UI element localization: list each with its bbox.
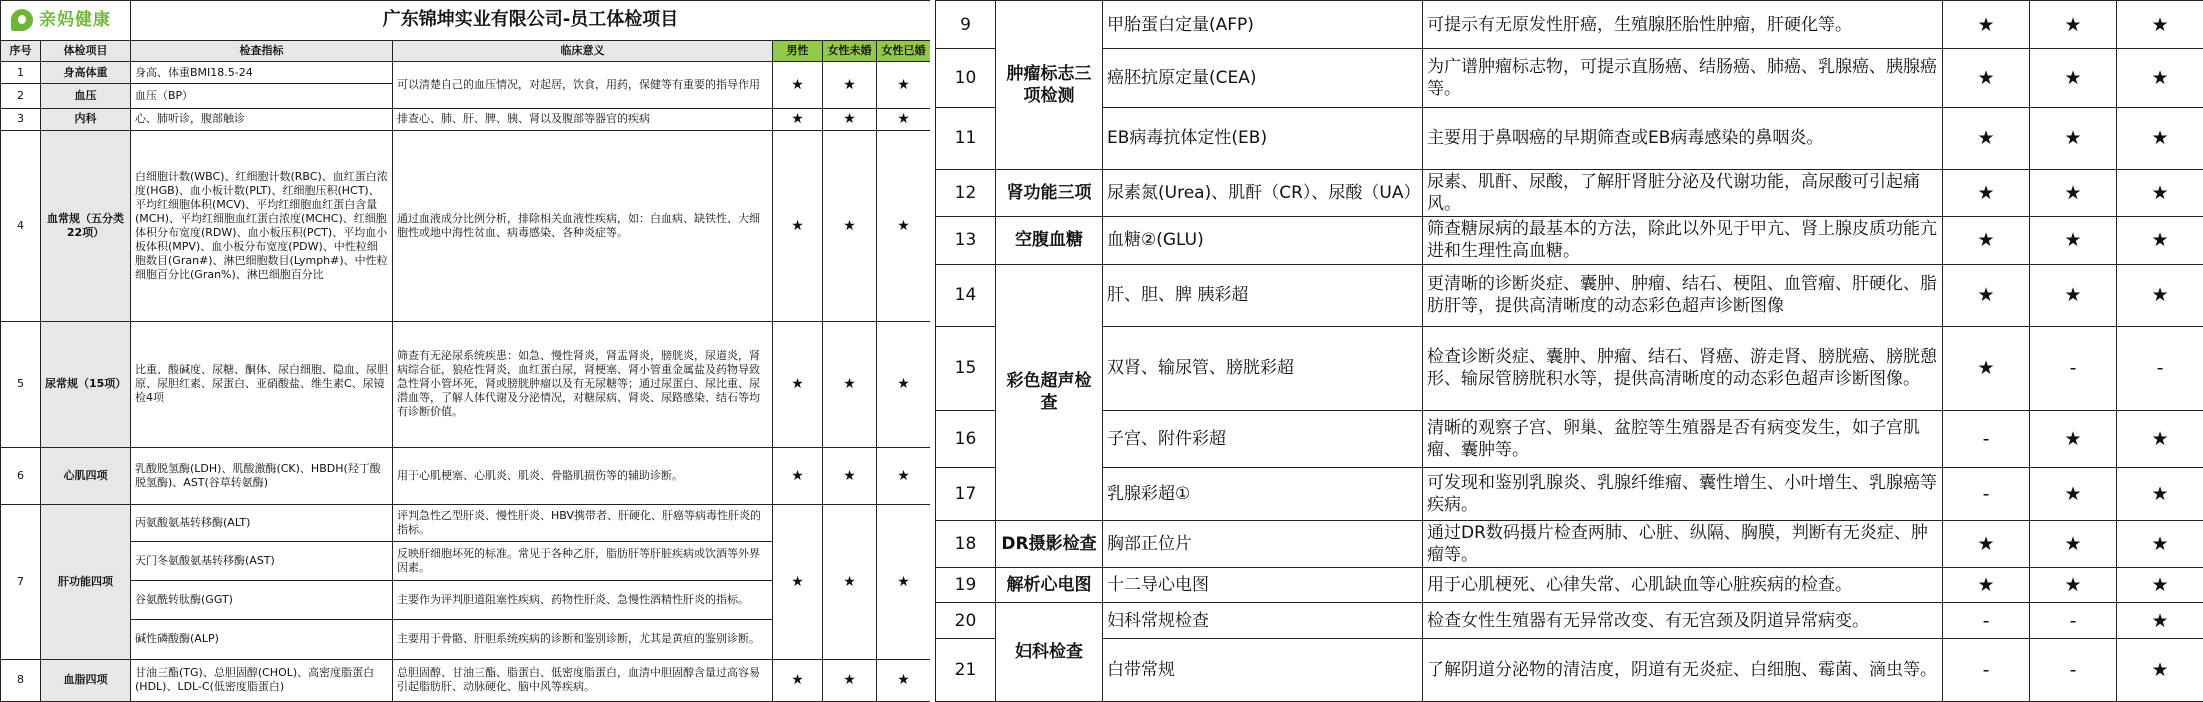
table-row — [936, 520, 2203, 567]
row-index: 谷氨酰转肽酶(GGT) — [131, 580, 393, 619]
row-male-star: ★ — [1943, 49, 2030, 108]
row-female-married-star: ★ — [2117, 265, 2203, 327]
row-no: 21 — [936, 639, 996, 702]
row-male-star: ★ — [1943, 216, 2030, 264]
row-female-unmarried-star: ★ — [2030, 169, 2117, 216]
row-group: 肿瘤标志三项检测 — [996, 1, 1103, 170]
row-index: 甲胎蛋白定量(AFP) — [1103, 1, 1423, 49]
header-female-unmarried: 女性未婚 — [823, 40, 877, 61]
row-index: 丙氨酸氨基转移酶(ALT) — [131, 505, 393, 542]
row-female-married-star: ★ — [2117, 410, 2203, 468]
row-male-star: ★ — [773, 505, 823, 659]
header-item: 体检项目 — [41, 40, 131, 61]
row-no: 3 — [1, 108, 41, 130]
row-group: 彩色超声检查 — [996, 265, 1103, 521]
row-male-star: ★ — [773, 130, 823, 321]
header-no: 序号 — [1, 40, 41, 61]
table-row — [936, 1, 2203, 49]
row-meaning: 筛查有无泌尿系统疾患：如急、慢性肾炎，肾盂肾炎，膀胱炎，尿道炎，肾病综合征，狼疮性肾炎，血红蛋白尿，肾梗塞、肾小管重金属盐及药物导致急性肾小管坏死，肾或膀胱肿瘤以及有无尿糖等；通过尿蛋白、尿比重、尿潜血等，了解人体代谢及分泌情况，对糖尿病、肾炎、尿路感染、结石等均有诊断价值。 — [393, 322, 773, 448]
table-row — [1, 505, 931, 542]
header-male: 男性 — [773, 40, 823, 61]
row-index: 癌胚抗原定量(CEA) — [1103, 49, 1423, 108]
row-meaning: 主要作为评判胆道阻塞性疾病、药物性肝炎、急慢性酒精性肝炎的指标。 — [393, 580, 773, 619]
row-no: 12 — [936, 169, 996, 216]
header-meaning: 临床意义 — [393, 40, 773, 61]
table-row — [936, 107, 2203, 169]
row-no: 4 — [1, 130, 41, 321]
right-panel-table — [935, 0, 2203, 702]
row-group: 妇科检查 — [996, 603, 1103, 702]
row-meaning: 了解阴道分泌物的清洁度，阴道有无炎症、白细胞、霉菌、滴虫等。 — [1423, 639, 1943, 702]
row-male-star: - — [1943, 639, 2030, 702]
row-female-unmarried-star: ★ — [823, 659, 877, 701]
row-female-married-star: ★ — [2117, 107, 2203, 169]
row-female-married-star: ★ — [2117, 169, 2203, 216]
row-female-unmarried-star: ★ — [2030, 520, 2117, 567]
row-male-star: ★ — [1943, 169, 2030, 216]
row-female-married-star: ★ — [877, 659, 931, 701]
row-male-star: ★ — [1943, 265, 2030, 327]
row-index: 胸部正位片 — [1103, 520, 1423, 567]
row-male-star: ★ — [773, 108, 823, 130]
row-meaning: 通过DR数码摄片检查两肺、心脏、纵隔、胸膜，判断有无炎症、肿瘤等。 — [1423, 520, 1943, 567]
table-row — [936, 326, 2203, 410]
row-no: 1 — [1, 62, 41, 84]
row-female-married-star: - — [2117, 326, 2203, 410]
row-meaning: 总胆固醇、甘油三酯、脂蛋白、低密度脂蛋白，血清中胆固醇含量过高容易引起脂肪肝、动脉硬化、脑中风等疾病。 — [393, 659, 773, 701]
row-meaning: 检查诊断炎症、囊肿、肿瘤、结石、肾癌、游走肾、膀胱癌、膀胱憩形、输尿管膀胱积水等，提供高清晰度的动态彩色超声诊断图像。 — [1423, 326, 1943, 410]
row-meaning: 评判急性乙型肝炎、慢性肝炎、HBV携带者、肝硬化、肝癌等病毒性肝炎的指标。 — [393, 505, 773, 542]
row-meaning: 尿素、肌酐、尿酸，了解肝肾脏分泌及代谢功能，高尿酸可引起痛风。 — [1423, 169, 1943, 216]
row-no: 18 — [936, 520, 996, 567]
row-index: 比重、酸碱度、尿糖、酮体、尿白细胞、隐血、尿胆原、尿胆红素、尿蛋白、亚硝酸盐、维生素C、尿镜检4项 — [131, 322, 393, 448]
row-index: 双肾、输尿管、膀胱彩超 — [1103, 326, 1423, 410]
row-male-star: ★ — [1943, 326, 2030, 410]
row-female-married-star: ★ — [2117, 520, 2203, 567]
row-female-unmarried-star: ★ — [823, 322, 877, 448]
table-row — [936, 468, 2203, 520]
row-female-unmarried-star: ★ — [823, 130, 877, 321]
row-no: 9 — [936, 1, 996, 49]
row-group: 解析心电图 — [996, 567, 1103, 603]
row-item: 血脂四项 — [41, 659, 131, 701]
row-meaning: 反映肝细胞坏死的标准。常见于各种乙肝，脂肪肝等肝脏疾病或饮酒等外界因素。 — [393, 541, 773, 580]
row-male-star: ★ — [1943, 107, 2030, 169]
row-index: 血糖②(GLU) — [1103, 216, 1423, 264]
row-no: 5 — [1, 322, 41, 448]
row-item: 血常规（五分类22项） — [41, 130, 131, 321]
row-no: 11 — [936, 107, 996, 169]
row-meaning: 清晰的观察子宫、卵巢、盆腔等生殖器是否有病变发生，如子宫肌瘤、囊肿等。 — [1423, 410, 1943, 468]
table-row — [1, 322, 931, 448]
row-index: 十二导心电图 — [1103, 567, 1423, 603]
left-panel-table — [0, 0, 931, 702]
row-female-unmarried-star: ★ — [823, 505, 877, 659]
row-item: 心肌四项 — [41, 447, 131, 505]
leaf-drop-logo-icon — [11, 9, 33, 31]
row-index: 天门冬氨酸氨基转移酶(AST) — [131, 541, 393, 580]
row-male-star: - — [1943, 468, 2030, 520]
row-no: 20 — [936, 603, 996, 639]
row-index: 乳酸脱氢酶(LDH)、肌酸激酶(CK)、HBDH(羟丁酸脱氢酶)、AST(谷草转氨酶) — [131, 447, 393, 505]
table-row — [936, 603, 2203, 639]
page-title: 广东锦坤实业有限公司-员工体检项目 — [131, 1, 931, 41]
row-meaning: 用于心肌梗死、心律失常、心肌缺血等心脏疾病的检查。 — [1423, 567, 1943, 603]
row-meaning: 检查女性生殖器有无异常改变、有无宫颈及阴道异常病变。 — [1423, 603, 1943, 639]
row-male-star: - — [1943, 603, 2030, 639]
row-male-star: ★ — [1943, 520, 2030, 567]
row-index: 碱性磷酸酶(ALP) — [131, 619, 393, 659]
row-no: 19 — [936, 567, 996, 603]
row-no: 15 — [936, 326, 996, 410]
row-female-unmarried-star: - — [2030, 326, 2117, 410]
table-row — [936, 216, 2203, 264]
row-index: 乳腺彩超① — [1103, 468, 1423, 520]
row-no: 7 — [1, 505, 41, 659]
row-female-unmarried-star: - — [2030, 639, 2117, 702]
row-male-star: ★ — [773, 62, 823, 109]
row-male-star: ★ — [773, 447, 823, 505]
row-meaning: 可提示有无原发性肝癌，生殖腺胚胎性肿瘤，肝硬化等。 — [1423, 1, 1943, 49]
row-no: 16 — [936, 410, 996, 468]
row-female-married-star: ★ — [877, 62, 931, 109]
row-meaning: 用于心肌梗塞、心肌炎、肌炎、骨骼肌损伤等的辅助诊断。 — [393, 447, 773, 505]
row-no: 17 — [936, 468, 996, 520]
row-female-unmarried-star: ★ — [2030, 567, 2117, 603]
row-female-married-star: ★ — [877, 447, 931, 505]
row-female-unmarried-star: ★ — [823, 62, 877, 109]
row-meaning: 可以清楚自己的血压情况，对起居，饮食，用药，保健等有重要的指导作用 — [393, 62, 773, 109]
table-row — [1, 130, 931, 321]
row-female-unmarried-star: - — [2030, 603, 2117, 639]
row-item: 血压 — [41, 84, 131, 108]
row-item: 肝功能四项 — [41, 505, 131, 659]
row-index: 白细胞计数(WBC)、红细胞计数(RBC)、血红蛋白浓度(HGB)、血小板计数(PLT)、红细胞压积(HCT)、平均红细胞体积(MCV)、平均红细胞血红蛋白含量(MCH)、平均红细胞血红蛋白浓度(MCHC)、红细胞体积分布宽度(RDW)、血小板压积(PCT)、平均血小板体积(MPV)、血小板分布宽度(PDW)、中性粒细胞数目(Gran#)、淋巴细胞数目(Lymph#)、中性粒细胞百分比(Gran%)、淋巴细胞百分比 — [131, 130, 393, 321]
table-row — [1, 108, 931, 130]
row-index: 身高、体重BMI18.5-24 — [131, 62, 393, 84]
row-no: 2 — [1, 84, 41, 108]
table-row — [936, 265, 2203, 327]
row-item: 尿常规（15项） — [41, 322, 131, 448]
row-female-unmarried-star: ★ — [2030, 1, 2117, 49]
row-female-unmarried-star: ★ — [2030, 107, 2117, 169]
row-meaning: 排查心、肺、肝、脾、胰、肾以及腹部等器官的疾病 — [393, 108, 773, 130]
row-female-unmarried-star: ★ — [2030, 410, 2117, 468]
row-female-married-star: ★ — [2117, 567, 2203, 603]
row-female-unmarried-star: ★ — [2030, 265, 2117, 327]
table-row — [1, 447, 931, 505]
row-index: EB病毒抗体定性(EB) — [1103, 107, 1423, 169]
row-female-unmarried-star: ★ — [2030, 468, 2117, 520]
row-female-married-star: ★ — [2117, 468, 2203, 520]
table-row — [936, 49, 2203, 108]
row-index: 尿素氮(Urea)、肌酐（CR）、尿酸（UA） — [1103, 169, 1423, 216]
row-meaning: 主要用于骨骼、肝胆系统疾病的诊断和鉴别诊断，尤其是黄疸的鉴别诊断。 — [393, 619, 773, 659]
row-male-star: ★ — [1943, 1, 2030, 49]
row-male-star: - — [1943, 410, 2030, 468]
row-index: 血压（BP） — [131, 84, 393, 108]
row-female-married-star: ★ — [2117, 639, 2203, 702]
row-index: 妇科常规检查 — [1103, 603, 1423, 639]
row-female-married-star: ★ — [877, 130, 931, 321]
row-item: 身高体重 — [41, 62, 131, 84]
row-no: 13 — [936, 216, 996, 264]
row-female-married-star: ★ — [877, 505, 931, 659]
row-index: 心、肺听诊，腹部触诊 — [131, 108, 393, 130]
table-row — [936, 169, 2203, 216]
row-meaning: 为广谱肿瘤标志物，可提示直肠癌、结肠癌、肺癌、乳腺癌、胰腺癌等。 — [1423, 49, 1943, 108]
logo-cell — [1, 1, 131, 41]
row-index: 子宫、附件彩超 — [1103, 410, 1423, 468]
row-no: 14 — [936, 265, 996, 327]
row-meaning: 主要用于鼻咽癌的早期筛查或EB病毒感染的鼻咽炎。 — [1423, 107, 1943, 169]
row-group: DR摄影检查 — [996, 520, 1103, 567]
row-group: 空腹血糖 — [996, 216, 1103, 264]
row-male-star: ★ — [773, 322, 823, 448]
row-female-married-star: ★ — [2117, 603, 2203, 639]
row-no: 6 — [1, 447, 41, 505]
row-female-unmarried-star: ★ — [2030, 216, 2117, 264]
header-female-married: 女性已婚 — [877, 40, 931, 61]
row-meaning: 可发现和鉴别乳腺炎、乳腺纤维瘤、囊性增生、小叶增生、乳腺癌等疾病。 — [1423, 468, 1943, 520]
table-row — [936, 567, 2203, 603]
row-index: 肝、胆、脾 胰彩超 — [1103, 265, 1423, 327]
row-item: 内科 — [41, 108, 131, 130]
row-no: 8 — [1, 659, 41, 701]
row-female-unmarried-star: ★ — [2030, 49, 2117, 108]
table-row — [936, 639, 2203, 702]
row-meaning: 筛查糖尿病的最基本的方法，除此以外见于甲亢、肾上腺皮质功能亢进和生理性高血糖。 — [1423, 216, 1943, 264]
row-female-married-star: ★ — [2117, 49, 2203, 108]
row-index: 甘油三酯(TG)、总胆固醇(CHOL)、高密度脂蛋白(HDL)、LDL-C(低密度脂蛋白) — [131, 659, 393, 701]
row-group: 肾功能三项 — [996, 169, 1103, 216]
row-female-unmarried-star: ★ — [823, 108, 877, 130]
row-index: 白带常规 — [1103, 639, 1423, 702]
row-female-married-star: ★ — [2117, 216, 2203, 264]
table-row — [1, 62, 931, 84]
row-female-unmarried-star: ★ — [823, 447, 877, 505]
row-female-married-star: ★ — [877, 108, 931, 130]
logo-text: 亲妈健康 — [39, 10, 111, 31]
row-meaning: 更清晰的诊断炎症、囊肿、肿瘤、结石、梗阻、血管瘤、肝硬化、脂肪肝等，提供高清晰度的动态彩色超声诊断图像 — [1423, 265, 1943, 327]
row-meaning: 通过血液成分比例分析，排除相关血液性疾病，如：白血病、缺铁性、大细胞性或地中海性贫血、病毒感染、各种炎症等。 — [393, 130, 773, 321]
row-no: 10 — [936, 49, 996, 108]
row-female-married-star: ★ — [2117, 1, 2203, 49]
header-index: 检查指标 — [131, 40, 393, 61]
table-row — [1, 659, 931, 701]
row-female-married-star: ★ — [877, 322, 931, 448]
row-male-star: ★ — [1943, 567, 2030, 603]
table-row — [936, 410, 2203, 468]
row-male-star: ★ — [773, 659, 823, 701]
